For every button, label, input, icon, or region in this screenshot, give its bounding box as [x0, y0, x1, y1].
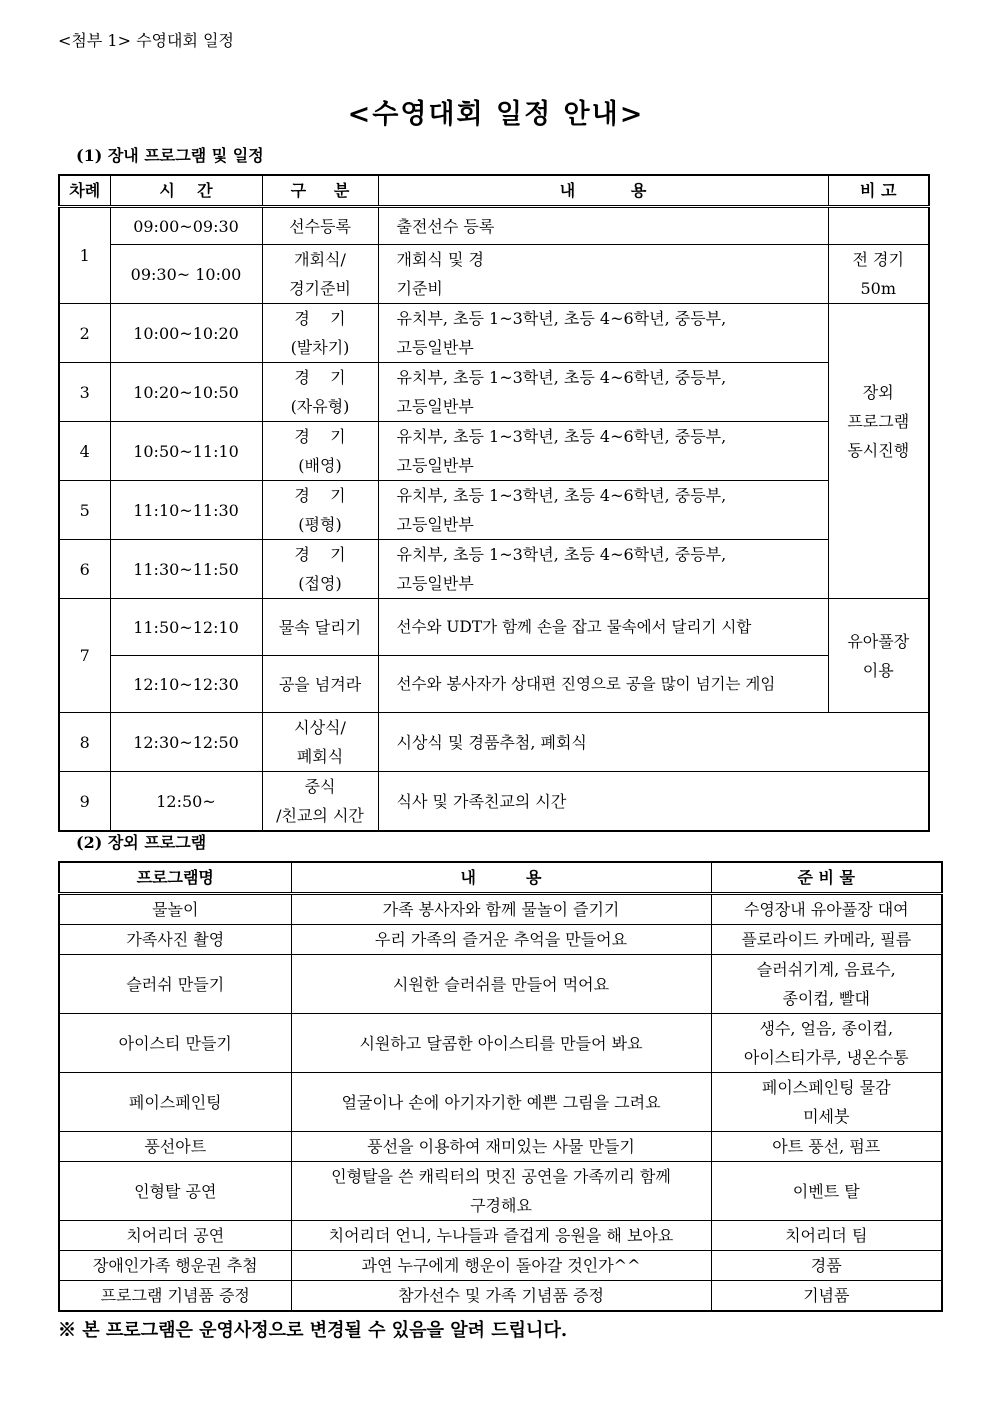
- content-cell: 선수와 봉사자가 상대편 진영으로 공을 많이 넘기는 게임: [378, 656, 828, 713]
- time-cell: 10:20~10:50: [110, 363, 262, 422]
- table-row: [59, 1162, 942, 1221]
- program-supplies-cell: 슬러쉬기계, 음료수, 종이컵, 빨대: [711, 955, 942, 1014]
- program-name-cell: 장애인가족 행운권 추첨: [59, 1251, 291, 1281]
- order-cell: 5: [59, 481, 110, 540]
- outdoor-program-table: [58, 861, 943, 1312]
- program-content-cell: 인형탈을 쓴 캐릭터의 멋진 공연을 가족끼리 함께 구경해요: [291, 1162, 711, 1221]
- program-supplies-cell: 수영장내 유아풀장 대여: [711, 894, 942, 925]
- time-cell: 12:10~12:30: [110, 656, 262, 713]
- header-content: 내 용: [378, 175, 828, 207]
- category-cell: 경 기 (평형): [262, 481, 378, 540]
- schedule-header-row: [59, 175, 929, 207]
- time-cell: 09:30~ 10:00: [110, 245, 262, 304]
- program-name-cell: 가족사진 촬영: [59, 925, 291, 955]
- outdoor-header-row: [59, 862, 942, 894]
- content-cell: 유치부, 초등 1~3학년, 초등 4~6학년, 중등부, 고등일반부: [378, 304, 828, 363]
- schedule-table: [58, 174, 930, 832]
- table-row: [59, 925, 942, 955]
- program-content-cell: 가족 봉사자와 함께 물놀이 즐기기: [291, 894, 711, 925]
- time-cell: 10:00~10:20: [110, 304, 262, 363]
- table-row: [59, 599, 929, 656]
- program-content-cell: 과연 누구에게 행운이 돌아갈 것인가^^: [291, 1251, 711, 1281]
- program-content-cell: 참가선수 및 가족 기념품 증정: [291, 1281, 711, 1312]
- note-cell: 전 경기 50m: [828, 245, 929, 304]
- program-supplies-cell: 기념품: [711, 1281, 942, 1312]
- table-row: [59, 422, 929, 481]
- content-cell: 유치부, 초등 1~3학년, 초등 4~6학년, 중등부, 고등일반부: [378, 363, 828, 422]
- table-row: [59, 1073, 942, 1132]
- program-content-cell: 시원한 슬러쉬를 만들어 먹어요: [291, 955, 711, 1014]
- table-row: [59, 772, 929, 832]
- program-content-cell: 풍선을 이용하여 재미있는 사물 만들기: [291, 1132, 711, 1162]
- attachment-label: <첨부 1> 수영대회 일정: [58, 31, 234, 50]
- order-cell: 4: [59, 422, 110, 481]
- table-row: [59, 713, 929, 772]
- header-time: 시 간: [110, 175, 262, 207]
- program-name-cell: 슬러쉬 만들기: [59, 955, 291, 1014]
- table-row: [59, 1132, 942, 1162]
- program-content-cell: 얼굴이나 손에 아기자기한 예쁜 그림을 그려요: [291, 1073, 711, 1132]
- category-cell: 경 기 (발차기): [262, 304, 378, 363]
- table-row: [59, 481, 929, 540]
- table-row: [59, 1014, 942, 1073]
- category-cell: 경 기 (배영): [262, 422, 378, 481]
- content-cell: 유치부, 초등 1~3학년, 초등 4~6학년, 중등부, 고등일반부: [378, 540, 828, 599]
- category-cell: 경 기 (자유형): [262, 363, 378, 422]
- time-cell: 12:30~12:50: [110, 713, 262, 772]
- order-cell: 7: [59, 599, 110, 713]
- category-cell: 선수등록: [262, 207, 378, 245]
- order-cell: 6: [59, 540, 110, 599]
- category-cell: 공을 넘겨라: [262, 656, 378, 713]
- page-title: <수영대회 일정 안내>: [347, 99, 645, 130]
- header-content: 내 용: [291, 862, 711, 894]
- header-note: 비 고: [828, 175, 929, 207]
- program-name-cell: 페이스페인팅: [59, 1073, 291, 1132]
- header-category: 구 분: [262, 175, 378, 207]
- order-cell: 8: [59, 713, 110, 772]
- time-cell: 11:10~11:30: [110, 481, 262, 540]
- program-supplies-cell: 아트 풍선, 펌프: [711, 1132, 942, 1162]
- table-row: [59, 1281, 942, 1312]
- program-name-cell: 아이스티 만들기: [59, 1014, 291, 1073]
- order-cell: 9: [59, 772, 110, 832]
- order-cell: 1: [59, 207, 110, 304]
- order-cell: 3: [59, 363, 110, 422]
- note-cell: [828, 207, 929, 245]
- time-cell: 12:50~: [110, 772, 262, 832]
- content-cell: 시상식 및 경품추첨, 폐회식: [378, 713, 929, 772]
- program-supplies-cell: 치어리더 팀: [711, 1221, 942, 1251]
- program-supplies-cell: 생수, 얼음, 종이컵, 아이스티가루, 냉온수통: [711, 1014, 942, 1073]
- table-row: [59, 894, 942, 925]
- program-name-cell: 인형탈 공연: [59, 1162, 291, 1221]
- order-cell: 2: [59, 304, 110, 363]
- header-order: 차례: [59, 175, 110, 207]
- table-row: [59, 245, 929, 304]
- time-cell: 09:00~09:30: [110, 207, 262, 245]
- content-cell: 출전선수 등록: [378, 207, 828, 245]
- header-program-name: 프로그램명: [59, 862, 291, 894]
- table-row: [59, 1221, 942, 1251]
- category-cell: 물속 달리기: [262, 599, 378, 656]
- content-cell: 선수와 UDT가 함께 손을 잡고 물속에서 달리기 시합: [378, 599, 828, 656]
- program-name-cell: 물놀이: [59, 894, 291, 925]
- program-supplies-cell: 경품: [711, 1251, 942, 1281]
- table-row: [59, 304, 929, 363]
- change-notice: ※ 본 프로그램은 운영사정으로 변경될 수 있음을 알려 드립니다.: [58, 1320, 568, 1341]
- category-cell: 중식 /친교의 시간: [262, 772, 378, 832]
- program-content-cell: 치어리더 언니, 누나들과 즐겁게 응원을 해 보아요: [291, 1221, 711, 1251]
- content-cell: 유치부, 초등 1~3학년, 초등 4~6학년, 중등부, 고등일반부: [378, 422, 828, 481]
- program-supplies-cell: 페이스페인팅 물감 미세붓: [711, 1073, 942, 1132]
- section2-heading: (2) 장외 프로그램: [76, 833, 207, 852]
- content-cell: 유치부, 초등 1~3학년, 초등 4~6학년, 중등부, 고등일반부: [378, 481, 828, 540]
- header-supplies: 준 비 물: [711, 862, 942, 894]
- time-cell: 10:50~11:10: [110, 422, 262, 481]
- content-cell: 식사 및 가족친교의 시간: [378, 772, 929, 832]
- program-content-cell: 시원하고 달콤한 아이스티를 만들어 봐요: [291, 1014, 711, 1073]
- table-row: [59, 540, 929, 599]
- category-cell: 시상식/ 폐회식: [262, 713, 378, 772]
- program-name-cell: 프로그램 기념품 증정: [59, 1281, 291, 1312]
- program-supplies-cell: 이벤트 탈: [711, 1162, 942, 1221]
- content-cell: 개회식 및 경 기준비: [378, 245, 828, 304]
- table-row: [59, 363, 929, 422]
- category-cell: 개회식/ 경기준비: [262, 245, 378, 304]
- table-row: [59, 207, 929, 245]
- program-name-cell: 치어리더 공연: [59, 1221, 291, 1251]
- note-cell: 유아풀장 이용: [828, 599, 929, 713]
- program-name-cell: 풍선아트: [59, 1132, 291, 1162]
- time-cell: 11:30~11:50: [110, 540, 262, 599]
- table-row: [59, 656, 929, 713]
- program-content-cell: 우리 가족의 즐거운 추억을 만들어요: [291, 925, 711, 955]
- section1-heading: (1) 장내 프로그램 및 일정: [76, 146, 264, 165]
- table-row: [59, 955, 942, 1014]
- time-cell: 11:50~12:10: [110, 599, 262, 656]
- table-row: [59, 1251, 942, 1281]
- program-supplies-cell: 플로라이드 카메라, 필름: [711, 925, 942, 955]
- category-cell: 경 기 (접영): [262, 540, 378, 599]
- note-cell: 장외 프로그램 동시진행: [828, 304, 929, 599]
